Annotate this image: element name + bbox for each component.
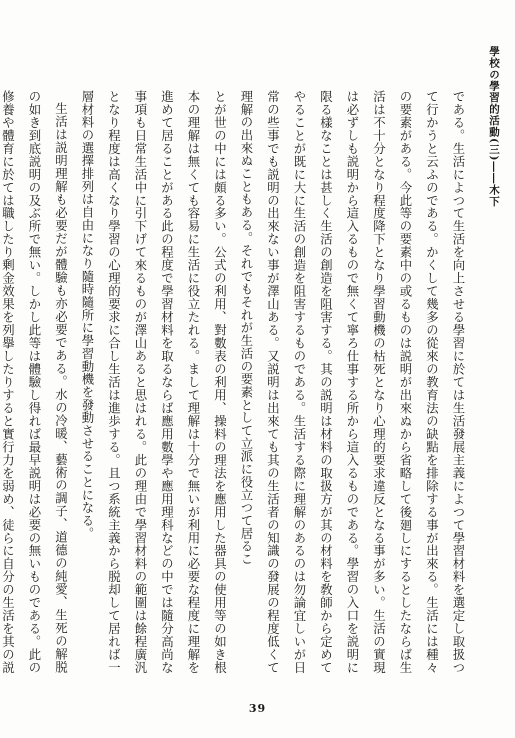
running-head: 學校の學習的活動(三)――木下 xyxy=(488,46,500,208)
paragraph: である。生活によつて生活を向上させる學習に於ては生活發展主義によつて學習材料を選定し取扱つて行かうと云ふのである。かくして幾多の從來の教育法の缺點を排除する事が出來る。生活には種々の要素がある。今此等の要素中の或るものは説明が出來ぬから省略して後廻しにするとしたならば生活は不十分となり程度降下となり學習動機の枯死となり心理的要求違反となる事が多い。生活の實現は必ずしも説明から這入るもので無くて寧ろ仕事する所から這入るものである。學習の入口を説明に限る樣なことは甚しく生活の創造を阻害する。其の説明は材料の取扱方が其の材料を敎師から定めてやることが既に大に生活の創造を阻害するものである。生活する際に理解のあるのは勿論宜しいが日常の些事でも説明の出來ない事が澤山ある。又説明は出來ても其の生活者の知識の發展の程度低くて理解の出來ぬこともある。それでもそれが生活の要素として立派に役立つて居るこ xyxy=(239,90,466,674)
body-text xyxy=(0,90,471,674)
paragraph: とが世の中には頗る多い。公式の利用、對數表の利用、操料の理法を應用した器具の使用等の如き根本の理解は無くても容易に生活に役立たれる。まして理解は十分で無いが利用に必要な程度に理解を進めて居ることがある此の程度で學習材料を取るならば應用數學や應用理科などの中では隨分高尚な事項も日常生活中に引下げて來るものが澤山あると思はれる。此の理由で學習材料の範圍は餘程廣汎となり程度は高くなり學習の心理的要求に合し生活は進歩する。且つ系統主義から脱却して居れば一層材料の選擇排列は自由になり隨時隨所に學習動機を發動させることになる。 xyxy=(80,90,228,674)
paragraph: 生活は説明理解も必要だが體驗も亦必要である。水の冷暖、藝術の調子、道德の純愛、生死の解脱の如き到底説明の及ぶ所で無い。しかし此等は體驗し得れば最早説明は必要の無いものである。此の修養や體育に於ては職したり剰金效果を列擧したりすると實行力を弱め、徒らに自分の生活を其の説 xyxy=(0,90,69,674)
page-number: 39 xyxy=(248,702,267,715)
